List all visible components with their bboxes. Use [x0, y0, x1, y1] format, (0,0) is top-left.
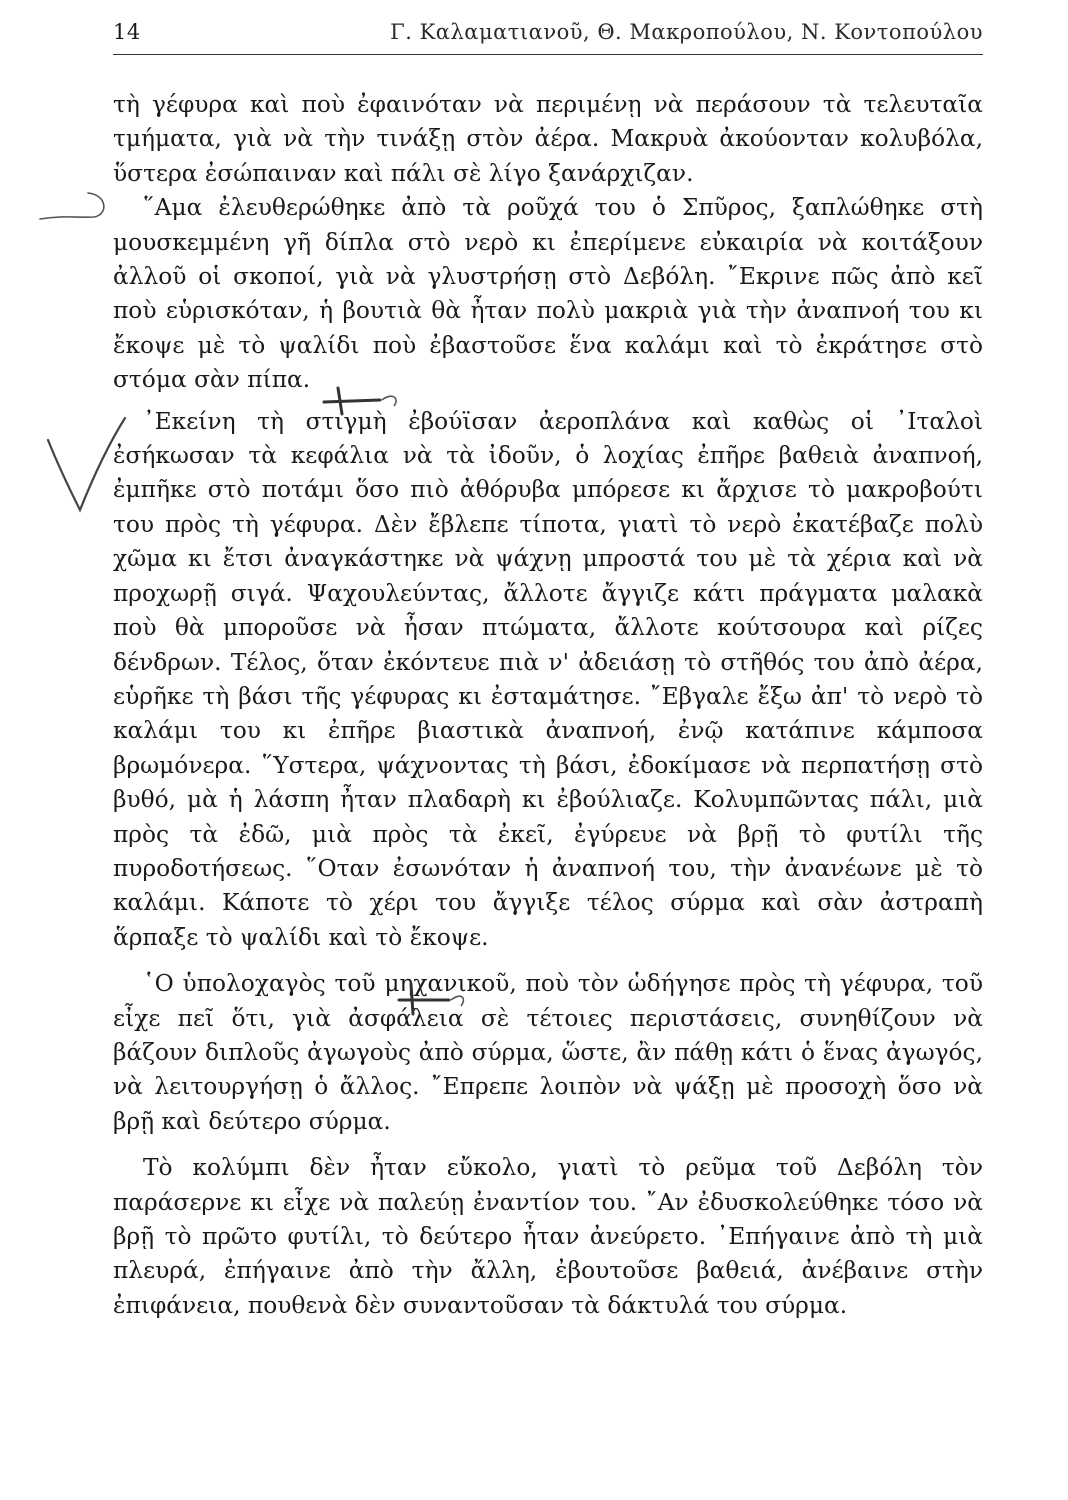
running-title: Γ. Καλαματιανοῦ, Θ. Μακροπούλου, Ν. Κοντοπούλου [390, 20, 983, 44]
paragraph: τὴ γέφυρα καὶ ποὺ ἐφαινόταν νὰ περιμένῃ νὰ περάσουν τὰ τελευταῖα τμήματα, γιὰ νὰ τὴν τινάξῃ στὸν ἀέρα. Μακρυὰ ἀκούονταν κολυβόλα, ὕστερα ἐσώπαιναν καὶ πάλι σὲ λίγο ξανάρχιζαν. [113, 91, 983, 187]
page-number: 14 [113, 20, 141, 44]
body-text [113, 88, 983, 1323]
paragraph: Τὸ κολύμπι δὲν ἦταν εὔκολο, γιατὶ τὸ ρεῦμα τοῦ Δεβόλη τὸν παράσερνε κι εἶχε νὰ παλεύῃ ἐναντίον του. ῎Αν ἐδυσκολεύθηκε τόσο νὰ βρῇ τὸ πρῶτο φυτίλι, τὸ δεύτερο ἦταν ἀνεύρετο. ᾿Επήγαινε ἀπὸ τὴ μιὰ πλευρά, ἐπήγαινε ἀπὸ τὴν ἄλλη, ἐβουτοῦσε βαθειά, ἀνέβαινε στὴν ἐπιφάνεια, πουθενὰ δὲν συναντοῦσαν τὰ δάκτυλά του σύρμα. [113, 1154, 983, 1319]
page-header [113, 20, 983, 55]
paragraph: ᾿Εκείνη τὴ στιγμὴ ἐβούϊσαν ἀεροπλάνα καὶ καθὼς οἱ ᾿Ιταλοὶ ἐσήκωσαν τὰ κεφάλια νὰ τὰ ἰδοῦν, ὁ λοχίας ἐπῆρε βαθειὰ ἀναπνοή, ἐμπῆκε στὸ ποτάμι ὅσο πιὸ ἀθόρυβα μπόρεσε κι ἄρχισε τὸ μακροβούτι του πρὸς τὴ γέφυρα. Δὲν ἔβλεπε τίποτα, γιατὶ τὸ νερὸ ἐκατέβαζε πολὺ χῶμα κι ἔτσι ἀναγκάστηκε νὰ ψάχνῃ μπροστά του μὲ τὰ χέρια καὶ νὰ προχωρῇ σιγά. Ψαχουλεύντας, ἄλλοτε ἄγγιζε κάτι πράγματα μαλακὰ ποὺ θὰ μποροῦσε νὰ ἦσαν πτώματα, ἄλλοτε κούτσουρα καὶ ρίζες δένδρων. Τέλος, ὅταν ἐκόντευε πιὰ ν' ἀδειάσῃ τὸ στῆθός του ἀπὸ ἀέρα, εὑρῆκε τὴ βάσι τῆς γέφυρας κι ἐσταμάτησε. ῎Εβγαλε ἔξω ἀπ' τὸ νερὸ τὸ καλάμι του κι ἐπῆρε βιαστικὰ ἀναπνοή, ἐνῷ κατάπινε κάμποσα βρωμόνερα. ῞Υστερα, ψάχνοντας τὴ βάσι, ἐδοκίμασε νὰ περπατήσῃ στὸ βυθό, μὰ ἡ λάσπη ἦταν πλαδαρὴ κι ἐβούλιαζε. Κολυμπῶντας πάλι, μιὰ πρὸς τὰ ἐδῶ, μιὰ πρὸς τὰ ἐκεῖ, ἐγύρευε νὰ βρῇ τὸ φυτίλι τῆς πυροδοτήσεως. ῞Οταν ἐσωνόταν ἡ ἀναπνοή του, τὴν ἀνανέωνε μὲ τὸ καλάμι. Κάποτε τὸ χέρι του ἄγγιξε τέλος σύρμα καὶ σὰν ἀστραπὴ ἅρπαξε τὸ ψαλίδι καὶ τὸ ἔκοψε. [113, 407, 983, 951]
paragraph: ῞Αμα ἐλευθερώθηκε ἀπὸ τὰ ροῦχά του ὁ Σπῦρος, ξαπλώθηκε στὴ μουσκεμμένη γῆ δίπλα στὸ νερὸ κι ἐπερίμενε εὐκαιρία νὰ κοιτάξουν ἀλλοῦ οἱ σκοποί, γιὰ νὰ γλυστρήσῃ στὸ Δεβόλη. ῎Εκρινε πῶς ἀπὸ κεῖ ποὺ εὑρισκόταν, ἡ βουτιὰ θὰ ἦταν πολὺ μακριὰ γιὰ τὴν ἀναπνοή του κι ἔκοψε μὲ τὸ ψαλίδι ποὺ ἐβαστοῦσε ἕνα καλάμι καὶ τὸ ἐκράτησε στὸ στόμα σὰν πίπα. [113, 194, 983, 394]
paragraph: ῾Ο ὑπολοχαγὸς τοῦ μηχανικοῦ, ποὺ τὸν ὡδήγησε πρὸς τὴ γέφυρα, τοῦ εἶχε πεῖ ὅτι, γιὰ ἀσφάλεια σὲ τέτοιες περιστάσεις, συνηθίζουν νὰ βάζουν διπλοῦς ἀγωγοὺς ἀπὸ σύρμα, ὥστε, ἂν πάθῃ κάτι ὁ ἕνας ἀγωγός, νὰ λειτουργήσῃ ὁ ἄλλος. ῎Επρεπε λοιπὸν νὰ ψάξῃ μὲ προσοχὴ ὅσο νὰ βρῇ καὶ δεύτερο σύρμα. [113, 970, 983, 1135]
